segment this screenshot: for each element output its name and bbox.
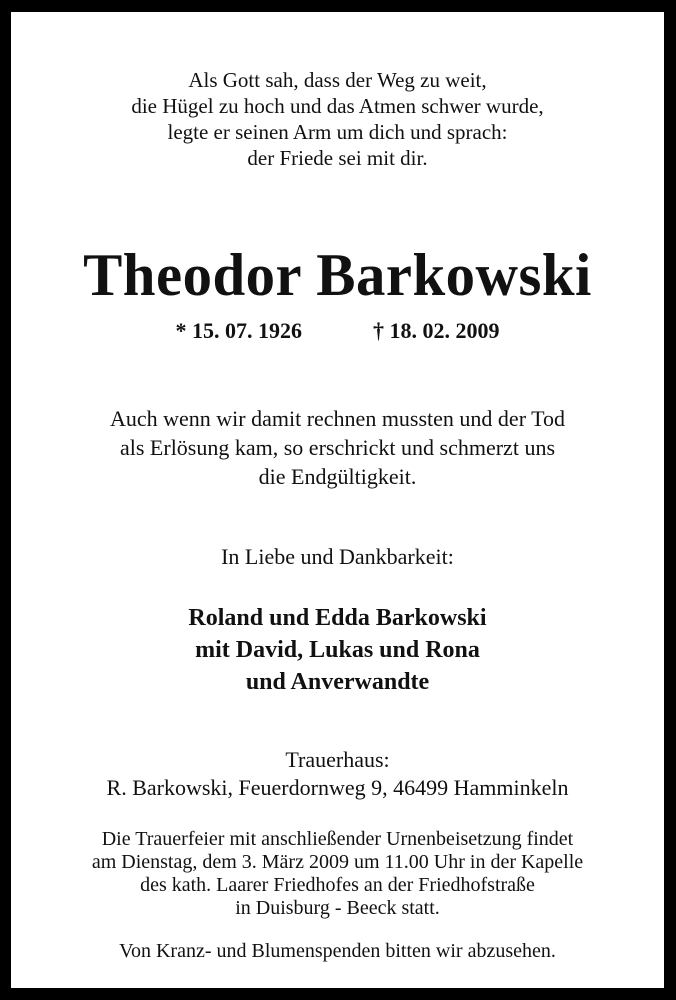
funeral-line: am Dienstag, dem 3. März 2009 um 11.00 Uhr in der Kapelle [91,851,584,873]
message [11,404,664,491]
message-line: als Erlösung kam, so erschrickt und schmerzt uns [119,435,555,460]
funeral-line: in Duisburg - Beeck statt. [235,897,440,919]
poem [11,67,664,171]
life-dates [11,317,664,345]
flowers-note: Von Kranz- und Blumenspenden bitten wir abzusehen. [119,940,556,962]
poem-line: die Hügel zu hoch und das Atmen schwer wurde, [131,94,544,118]
poem-line: Als Gott sah, dass der Weg zu weit, [188,68,487,92]
funeral-line: Die Trauerfeier mit anschließender Urnenbeisetzung findet [101,828,574,850]
family-line: mit David, Lukas und Rona [195,637,480,663]
family-line: und Anverwandte [245,669,430,695]
mourning-house-address: R. Barkowski, Feuerdornweg 9, 46499 Hamminkeln [106,775,569,800]
death-cross-icon: † [373,318,384,343]
message-line: Auch wenn wir damit rechnen mussten und der Tod [109,406,566,431]
birth-star-icon: * [175,318,187,343]
message-line: die Endgültigkeit. [258,464,417,489]
mourning-house [11,746,664,802]
death-date: 18. 02. 2009 [389,318,500,343]
poem-line: der Friede sei mit dir. [247,146,428,170]
family-line: Roland und Edda Barkowski [188,605,487,631]
obituary-card [11,12,664,988]
dedication: In Liebe und Dankbarkeit: [221,544,454,569]
funeral-info [11,828,664,920]
birth-date: 15. 07. 1926 [192,318,302,343]
poem-line: legte er seinen Arm um dich und sprach: [167,120,508,144]
deceased-name: Theodor Barkowski [83,242,592,308]
funeral-line: des kath. Laarer Friedhofes an der Friedhofstraße [140,874,535,896]
mourning-house-label: Trauerhaus: [285,747,390,772]
family-names [11,602,664,698]
